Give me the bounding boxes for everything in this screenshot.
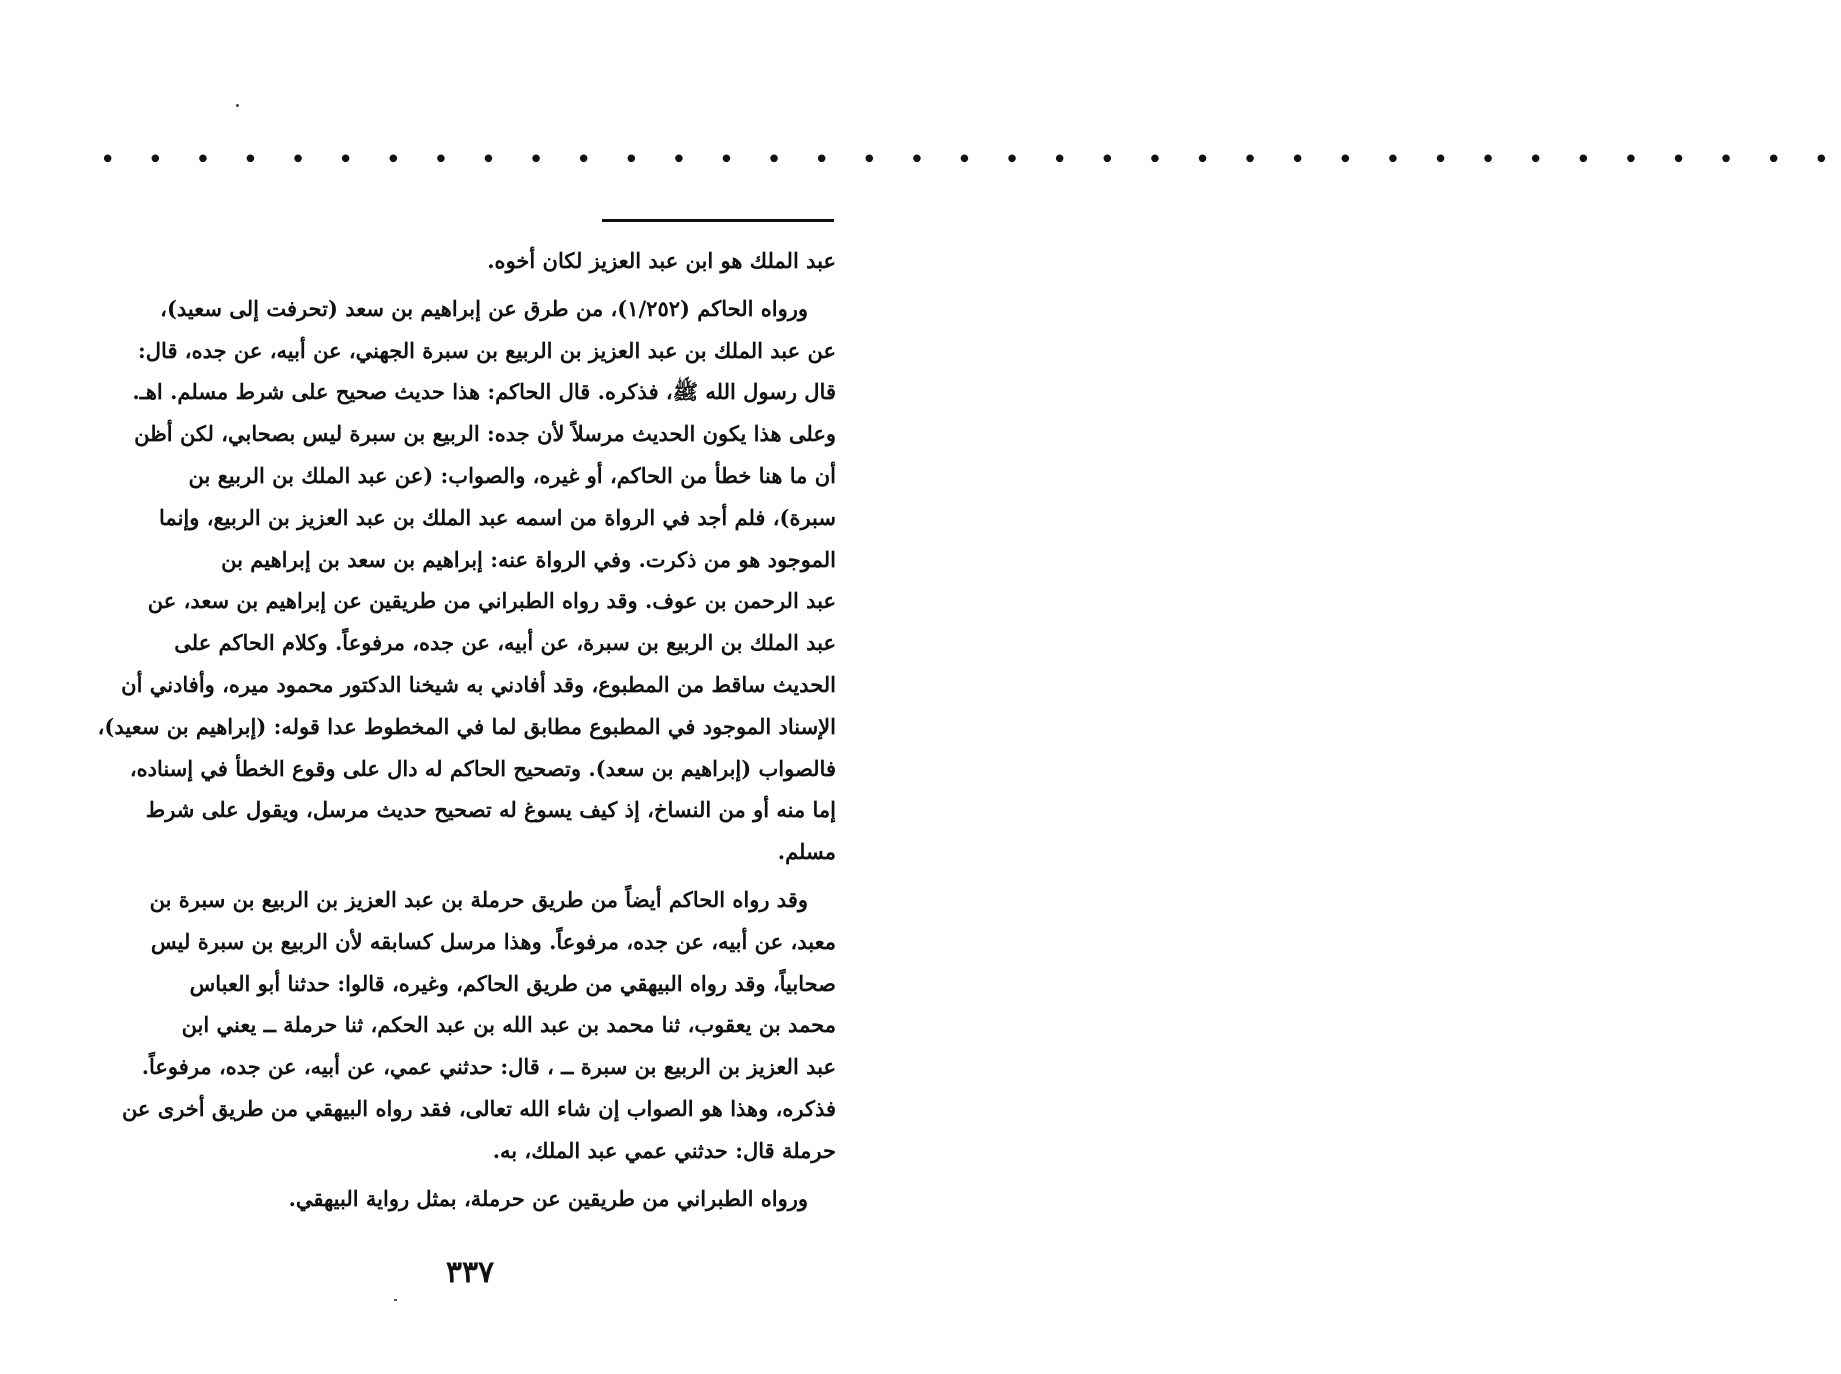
- text-line: مسلم.: [777, 839, 836, 865]
- text-line: معبد، عن أبيه، عن جده، مرفوعاً. وهذا مرسل كسابقه لأن الربيع بن سبرة ليس: [150, 928, 836, 954]
- text-line: عبد الرحمن بن عوف. وقد رواه الطبراني من طريقين عن إبراهيم بن سعد، عن: [147, 588, 836, 614]
- page-speck: [394, 1299, 397, 1301]
- text-line: عبد الملك بن الربيع بن سبرة، عن أبيه، عن جده، مرفوعاً. وكلام الحاكم على: [174, 630, 836, 656]
- text-line: ورواه الحاكم (١/٢٥٢)، من طرق عن إبراهيم بن سعد (تحرفت إلى سعيد)،: [160, 295, 808, 321]
- text-line: عبد الملك هو ابن عبد العزيز لكان أخوه.: [487, 248, 836, 273]
- text-line: حرملة قال: حدثني عمي عبد الملك، به.: [492, 1137, 836, 1163]
- text-line: إما منه أو من النساخ، إذ كيف يسوغ له تصحيح حديث مرسل، ويقول على شرط: [145, 797, 836, 823]
- page-number: ٣٣٧: [445, 1255, 495, 1290]
- text-line: قال رسول الله ﷺ، فذكره. قال الحاكم: هذا حديث صحيح على شرط مسلم. اهـ.: [132, 379, 836, 405]
- text-line: الإسناد الموجود في المطبوع مطابق لما في المخطوط عدا قوله: (إبراهيم بن سعيد)،: [97, 713, 836, 739]
- text-line: محمد بن يعقوب، ثنا محمد بن عبد الله بن عبد الحكم، ثنا حرملة ــ يعني ابن: [181, 1012, 836, 1038]
- text-line: ورواه الطبراني من طريقين عن حرملة، بمثل رواية البيهقي.: [288, 1185, 808, 1211]
- footnote-text: [97, 240, 836, 1219]
- text-line: وقد رواه الحاكم أيضاً من طريق حرملة بن عبد العزيز بن الربيع بن سبرة بن: [149, 886, 808, 912]
- footnote-rule: [602, 219, 834, 222]
- text-line: فذكره، وهذا هو الصواب إن شاء الله تعالى، فقد رواه البيهقي من طريق أخرى عن: [121, 1095, 836, 1121]
- text-line: سبرة)، فلم أجد في الرواة من اسمه عبد الملك بن عبد العزيز بن الربيع، وإنما: [159, 504, 836, 530]
- text-line: عن عبد الملك بن عبد العزيز بن الربيع بن سبرة الجهني، عن أبيه، عن جده، قال:: [138, 337, 836, 363]
- text-line: فالصواب (إبراهيم بن سعد). وتصحيح الحاكم له دال على وقوع الخطأ في إسناده،: [129, 755, 836, 781]
- text-line: عبد العزيز بن الربيع بن سبرة ــ ، قال: حدثني عمي، عن أبيه، عن جده، مرفوعاً.: [141, 1054, 836, 1080]
- text-line: صحابياً، وقد رواه البيهقي من طريق الحاكم، وغيره، قالوا: حدثنا أبو العباس: [189, 970, 836, 996]
- dotted-separator: • • • • • • • • • • • • • • • • • • • • • • • • • • • • • • • • • • • • •: [100, 145, 1841, 175]
- text-line: الموجود هو من ذكرت. وفي الرواة عنه: إبراهيم بن سعد بن إبراهيم بن: [221, 546, 836, 572]
- page-speck: [236, 104, 239, 107]
- text-line: وعلى هذا يكون الحديث مرسلاً لأن جده: الربيع بن سبرة ليس بصحابي، لكن أظن: [134, 421, 836, 447]
- text-line: أن ما هنا خطأ من الحاكم، أو غيره، والصواب: (عن عبد الملك بن الربيع بن: [188, 462, 836, 488]
- text-line: الحديث ساقط من المطبوع، وقد أفادني به شيخنا الدكتور محمود ميره، وأفادني أن: [121, 671, 836, 697]
